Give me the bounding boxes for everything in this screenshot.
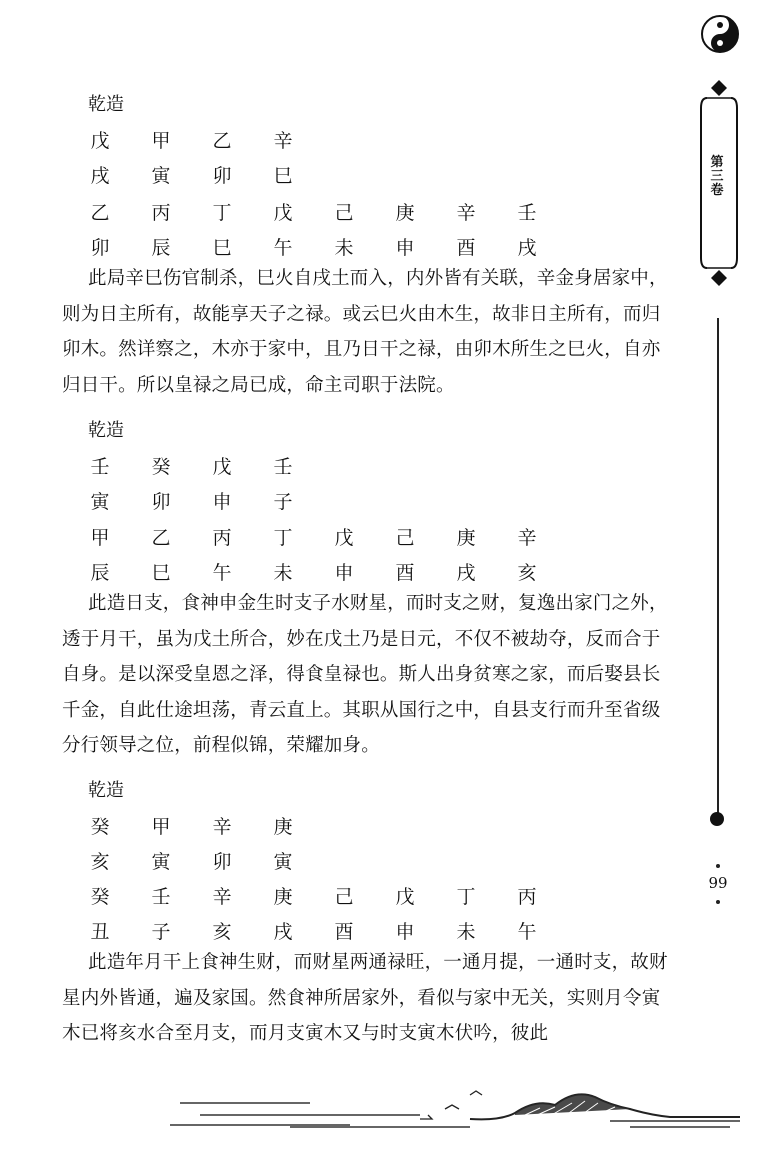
case2-cell: 辛 [517,527,537,549]
case3-cell: 己 [334,886,354,908]
case2-cell: 午 [212,562,232,584]
case3-cell: 寅 [273,851,293,873]
case1-cell: 申 [395,237,415,259]
case1-cell: 己 [334,202,354,224]
case3-cell: 申 [395,921,415,943]
case3-cell: 癸 [90,816,110,838]
case3-cell: 亥 [212,921,232,943]
case2-cell: 酉 [395,562,415,584]
case2-cell: 戊 [212,456,232,478]
case1-cell: 戌 [90,165,110,187]
case1-cell: 丁 [212,202,232,224]
case1-cell: 寅 [151,165,171,187]
case1-cell: 辛 [273,130,293,152]
case3-cell: 辛 [212,886,232,908]
case2-commentary: 此造日支，食神申金生时支子水财星，而时支之财，复逸出家门之外，透于月干，虽为戊土所合，妙在戊土乃是日元，不仅不被劫夺，反而合于自身。是以深受皇恩之泽，得食皇禄也。斯人出身贫寒之家，而后娶县长千金，自此仕途坦荡，青云直上。其职从国行之中，自县支行而升至省级分行领导之位，前程似锦，荣耀加身。 [62,593,668,756]
side-rule-dot [710,812,724,826]
case2-cell: 癸 [151,456,171,478]
case3-cell: 丙 [517,886,537,908]
case3-cell: 庚 [273,886,293,908]
case2-cell: 戊 [334,527,354,549]
case2-cell: 庚 [456,527,476,549]
case2-cell: 巳 [151,562,171,584]
case3-cell: 庚 [273,816,293,838]
case3-cell: 未 [456,921,476,943]
case1-cell: 壬 [517,202,537,224]
case1-cell: 酉 [456,237,476,259]
yin-yang-icon [700,14,740,54]
case2-cell: 丁 [273,527,293,549]
case1-cell: 丙 [151,202,171,224]
case3-cell: 午 [517,921,537,943]
case1-cell: 午 [273,237,293,259]
page-number: 99 [708,874,728,892]
case2-cell: 未 [273,562,293,584]
page-number-dot [716,900,720,904]
case1-cell: 乙 [212,130,232,152]
case3-commentary: 此造年月干上食神生财，而财星两通禄旺，一通月提，一通时支，故财星内外皆通，遍及家国。然食神所居家外，看似与家中无关，实则月令寅木已将亥水合至月支，而月支寅木又与时支寅木伏吟，彼此 [62,952,668,1044]
case1-cell: 未 [334,237,354,259]
case1-cell: 辰 [151,237,171,259]
case2-cell: 卯 [151,491,171,513]
case1-cell: 戊 [90,130,110,152]
case3-label: 乾造 [88,780,124,801]
case1-cell: 乙 [90,202,110,224]
volume-title: 第三卷 [710,155,724,198]
case1-cell: 卯 [90,237,110,259]
case2-cell: 亥 [517,562,537,584]
case2-cell: 辰 [90,562,110,584]
case1-cell: 巳 [212,237,232,259]
case3-cell: 辛 [212,816,232,838]
case3-cell: 丁 [456,886,476,908]
case1-cell: 巳 [273,165,293,187]
case1-cell: 卯 [212,165,232,187]
case1-commentary: 此局辛巳伤官制杀，巳火自戌土而入，内外皆有关联，辛金身居家中，则为日主所有，故能享天子之禄。或云巳火由木生，故非日主所有，而归卯木。然详察之，木亦于家中，且乃日干之禄，由卯木所生之巳火，自亦归日干。所以皇禄之局已成，命主司职于法院。 [62,268,668,396]
case3-cell: 丑 [90,921,110,943]
case1-cell: 庚 [395,202,415,224]
case2-label: 乾造 [88,420,124,441]
case3-cell: 戊 [395,886,415,908]
case2-cell: 寅 [90,491,110,513]
case2-cell: 子 [273,491,293,513]
case3-cell: 亥 [90,851,110,873]
case1-label: 乾造 [88,94,124,115]
case2-cell: 己 [395,527,415,549]
case3-cell: 癸 [90,886,110,908]
case2-cell: 壬 [273,456,293,478]
case1-cell: 戊 [273,202,293,224]
mountain-landscape-ornament [170,1075,740,1135]
case2-cell: 乙 [151,527,171,549]
case3-cell: 寅 [151,851,171,873]
case2-cell: 戌 [456,562,476,584]
case3-cell: 卯 [212,851,232,873]
case2-cell: 申 [334,562,354,584]
case2-cell: 丙 [212,527,232,549]
case1-cell: 甲 [151,130,171,152]
case2-cell: 甲 [90,527,110,549]
page-number-dot [716,864,720,868]
case3-cell: 戌 [273,921,293,943]
case3-cell: 子 [151,921,171,943]
case2-cell: 壬 [90,456,110,478]
case3-cell: 甲 [151,816,171,838]
case1-cell: 辛 [456,202,476,224]
case1-cell: 戌 [517,237,537,259]
case3-cell: 壬 [151,886,171,908]
case3-cell: 酉 [334,921,354,943]
side-rule [717,318,719,818]
case2-cell: 申 [212,491,232,513]
